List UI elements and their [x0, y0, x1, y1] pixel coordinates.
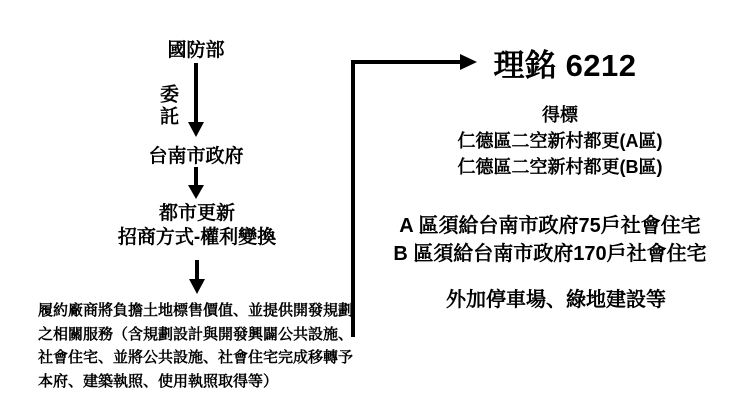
project-item: 仁德區二空新村都更(B區) — [457, 157, 663, 177]
project-item: 仁德區二空新村都更(A區) — [457, 131, 663, 151]
obligation-line: 之相關服務（含規劃設計與開發興闢公共設施、 — [38, 325, 354, 343]
award-label: 得標 — [542, 105, 578, 125]
commission-label: 委託 — [157, 84, 178, 128]
arrow-tainan-to-urban-icon — [188, 167, 204, 199]
award-block — [390, 102, 730, 180]
node-tainan-government: 台南市政府 — [148, 146, 244, 167]
arrow-defense-to-tainan-icon — [188, 63, 204, 137]
arrow-urban-to-obligations-icon — [189, 260, 205, 294]
extras-line: 外加停車場、綠地建設等 — [446, 289, 666, 311]
obligation-line: 社會住宅、並將公共設施、社會住宅完成移轉予 — [38, 349, 354, 366]
winner-title: 理銘 6212 — [493, 48, 637, 83]
obligation-line: 履約廠商將負擔土地標售價值、並提供開發規劃 — [38, 302, 354, 319]
node-defense-ministry: 國防部 — [167, 40, 225, 61]
urban-renewal-line2: 招商方式-權利變換 — [117, 227, 277, 248]
requirements-block — [380, 212, 720, 268]
obligation-line: 本府、建築執照、使用執照取得等） — [38, 372, 279, 390]
node-urban-renewal — [118, 202, 276, 250]
requirement-item: A 區須給台南市政府75戶社會住宅 — [399, 215, 701, 237]
node-obligations — [38, 299, 353, 393]
urban-renewal-line1: 都市更新 — [158, 203, 236, 224]
requirement-item: B 區須給台南市政府170戶社會住宅 — [393, 243, 707, 265]
